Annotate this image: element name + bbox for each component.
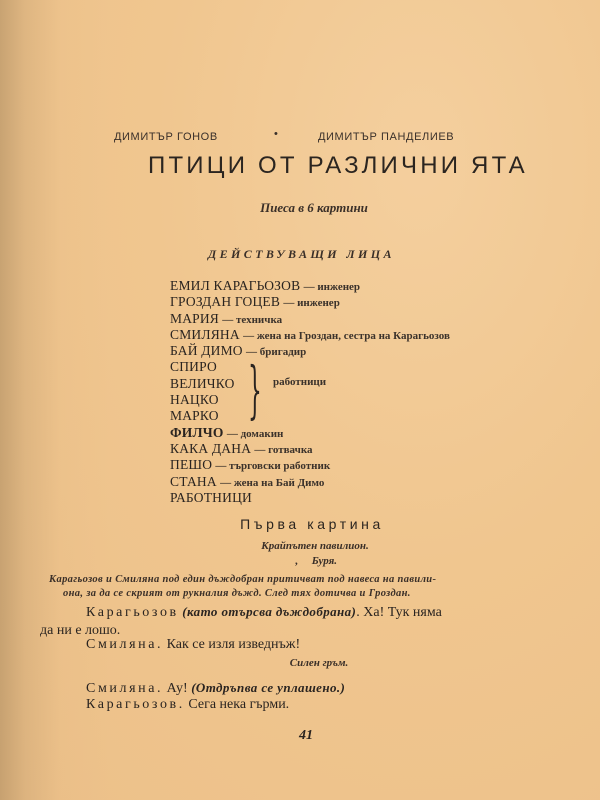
- cast-role: — търговски работник: [215, 460, 331, 473]
- stage-direction-line: Карагьозов и Смиляна под един дъждобран притичват под навеса на павили-: [49, 574, 437, 585]
- cast-heading: ДЕЙСТВУВАЩИ ЛИЦА: [208, 247, 395, 261]
- cast-role: — инженер: [303, 281, 361, 293]
- dialog-line: [40, 603, 540, 640]
- play-title: ПТИЦИ ОТ РАЗЛИЧНИ ЯТА: [148, 152, 528, 179]
- cast-name: МАРКО: [170, 408, 219, 424]
- scene-title: Първа картина: [240, 516, 384, 532]
- speaker-name: Смиляна.: [86, 681, 164, 696]
- cast-member: [170, 490, 450, 506]
- weather-text: Буря.: [311, 555, 338, 567]
- cast-name: ВЕЛИЧКО: [170, 375, 235, 391]
- cast-name: КАКА ДАНА: [170, 440, 252, 456]
- cast-member: [170, 311, 450, 327]
- dialog-text: да ни е лошо.: [40, 623, 121, 638]
- cast-member: [170, 392, 450, 408]
- stage-direction: [49, 573, 539, 601]
- cast-name: ФИЛЧО: [170, 424, 224, 440]
- cast-member: [170, 474, 450, 490]
- dialog-text: Ау!: [163, 681, 192, 696]
- dialog-line: [40, 637, 586, 653]
- cast-name: СПИРО: [170, 359, 217, 375]
- cast-role: — техничка: [222, 313, 283, 326]
- dialog-text: . Ха! Тук няма: [356, 605, 442, 620]
- cast-role: — домакин: [226, 427, 284, 440]
- cast-member: [170, 408, 450, 424]
- stage-note: Силен гръм.: [289, 657, 349, 669]
- cast-name: МАРИЯ: [170, 310, 220, 326]
- parenthetical: (като отърсва дъждобрана): [182, 604, 357, 619]
- cast-member: [170, 359, 450, 375]
- cast-role: — жена на Гроздан, сестра на Карагьозов: [243, 329, 450, 342]
- scene-place: Крайпътен павилион.: [261, 540, 369, 552]
- cast-role: — инженер: [283, 297, 340, 310]
- parenthetical: (Отдръпва се уплашено.): [191, 680, 346, 695]
- cast-name: РАБОТНИЦИ: [170, 489, 252, 505]
- cast-member: [170, 327, 450, 343]
- cast-name: ЕМИЛ КАРАГЬОЗОВ: [170, 278, 301, 293]
- dialog-text: Как се изля изведнъж!: [163, 637, 301, 652]
- dialog-text: Сега нека гърми.: [184, 697, 290, 712]
- cast-list: [170, 278, 450, 506]
- cast-role: — жена на Бай Димо: [220, 476, 325, 489]
- cast-name: ПЕШО: [170, 457, 213, 473]
- speaker-name: Карагьозов.: [86, 697, 185, 712]
- cast-member: [170, 457, 450, 473]
- cast-role: — готвачка: [254, 443, 313, 456]
- author-name: ДИМИТЪР ГОНОВ: [114, 131, 218, 143]
- print-mark: ,: [294, 555, 298, 567]
- stage-direction-line: она, за да се скрият от рукналия дъжд. След тях дотичва и Гроздан.: [63, 588, 411, 599]
- cast-member: [170, 343, 450, 359]
- dialog-line: [40, 680, 586, 697]
- cast-name: СМИЛЯНА: [170, 326, 240, 342]
- cast-name: НАЦКО: [170, 392, 219, 408]
- dialog-line: [40, 697, 586, 713]
- speaker-name: Карагьозов: [86, 605, 179, 620]
- play-subtitle: Пиеса в 6 картини: [260, 200, 368, 215]
- cast-member: [170, 441, 450, 457]
- cast-name: БАЙ ДИМО: [170, 343, 243, 359]
- group-brace: }: [248, 353, 262, 426]
- speaker-name: Смиляна.: [86, 637, 164, 652]
- cast-member: [170, 278, 450, 294]
- cast-role: — бригадир: [246, 346, 307, 359]
- cast-member: [170, 294, 450, 310]
- page-number: 41: [299, 728, 313, 743]
- author-name: ДИМИТЪР ПАНДЕЛИЕВ: [318, 131, 455, 143]
- cast-name: СТАНА: [170, 473, 217, 489]
- scene-weather: [0, 555, 600, 567]
- group-label: работници: [273, 376, 327, 388]
- cast-member: [170, 425, 450, 441]
- author-separator: •: [274, 128, 279, 140]
- cast-name: ГРОЗДАН ГОЦЕВ: [170, 294, 281, 310]
